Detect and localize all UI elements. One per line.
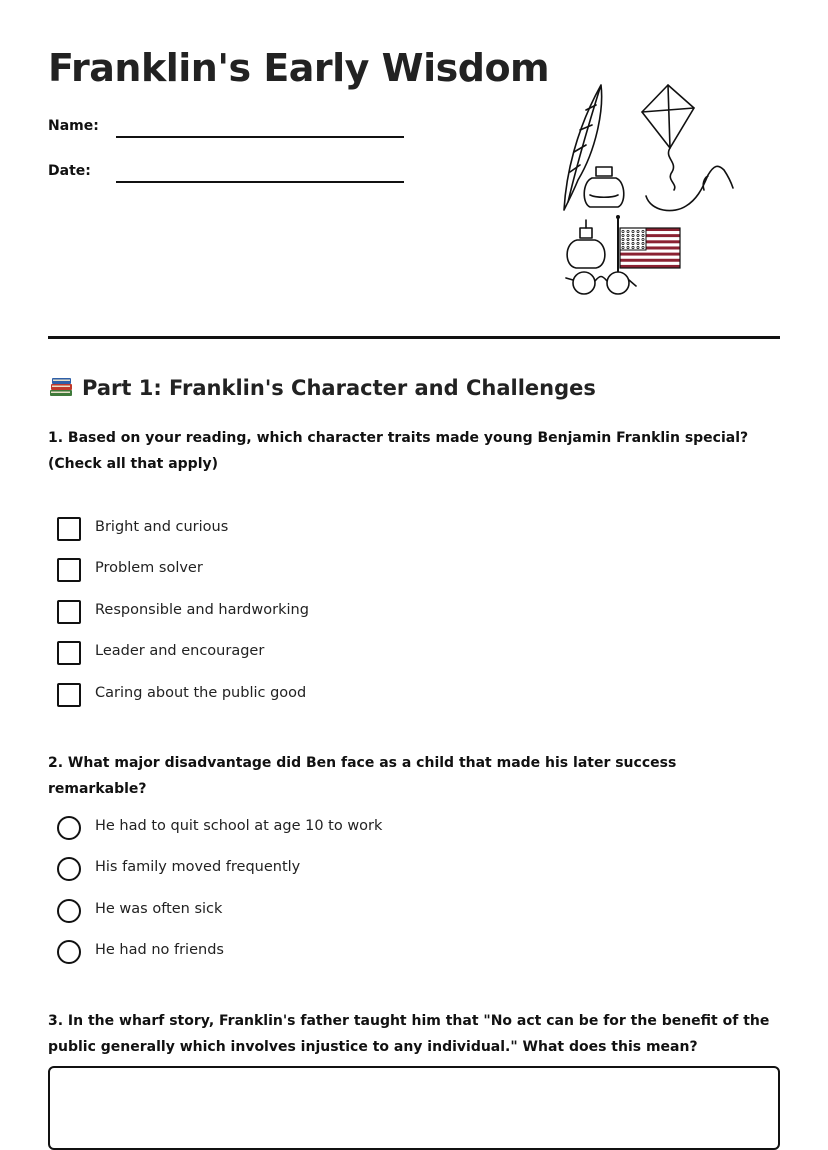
q2-option-label: He had to quit school at age 10 to work [95, 818, 383, 834]
section-divider [48, 336, 780, 339]
q1-checkbox[interactable] [57, 683, 81, 707]
name-line[interactable] [116, 136, 404, 138]
american-flag-icon [616, 215, 680, 272]
q1-checkbox[interactable] [57, 600, 81, 624]
question-1-text: 1. Based on your reading, which character traits made young Benjamin Franklin special? (Check all that apply) [48, 430, 749, 472]
q1-checkbox[interactable] [57, 558, 81, 582]
q2-radio[interactable] [57, 899, 81, 923]
q3-answer-box[interactable] [48, 1066, 780, 1150]
date-line[interactable] [116, 181, 404, 183]
question-2-text: 2. What major disadvantage did Ben face as a child that made his later success remarkable? [48, 755, 677, 797]
q1-option-label: Responsible and hardworking [95, 602, 309, 618]
q2-radio[interactable] [57, 857, 81, 881]
kite-icon [642, 85, 733, 211]
franklin-illustration [556, 80, 746, 302]
bottle-icon [567, 220, 605, 268]
worksheet-title: Franklin's Early Wisdom [48, 46, 550, 90]
q1-option-label: Leader and encourager [95, 643, 265, 659]
q2-option-label: He was often sick [95, 901, 223, 917]
q2-option-label: His family moved frequently [95, 859, 301, 875]
q1-option-label: Problem solver [95, 560, 203, 576]
books-icon [48, 374, 74, 400]
q1-checkbox[interactable] [57, 641, 81, 665]
part1-heading [48, 374, 596, 400]
inkwell-icon [584, 167, 624, 207]
name-label: Name: [48, 118, 99, 134]
q1-option-label: Bright and curious [95, 519, 229, 535]
date-label: Date: [48, 163, 91, 179]
q1-option-label: Caring about the public good [95, 685, 307, 701]
q2-option-label: He had no friends [95, 942, 224, 958]
quill-icon [564, 85, 602, 210]
part1-title: Part 1: Franklin's Character and Challenges [82, 376, 596, 400]
q2-radio[interactable] [57, 940, 81, 964]
q2-radio[interactable] [57, 816, 81, 840]
spectacles-icon [566, 272, 636, 294]
q1-checkbox[interactable] [57, 517, 81, 541]
question-3-text: 3. In the wharf story, Franklin's father taught him that "No act can be for the benefit of the public generally which involves injustice to any individual." What does this mean? [48, 1013, 770, 1055]
